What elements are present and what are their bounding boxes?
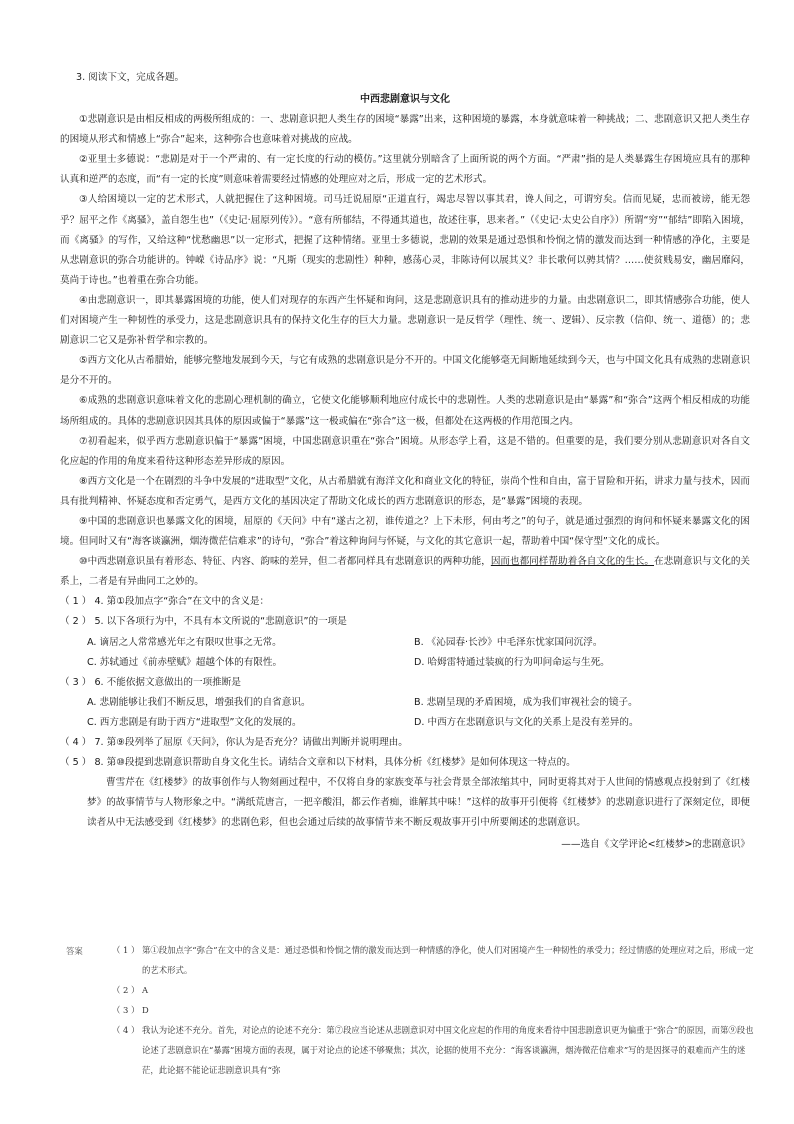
option-a: A. 谪居之人常常感光年之有限叹世事之无常。 <box>87 636 282 648</box>
article-paragraph: ⑦初看起来，似乎西方悲剧意识偏于“暴露”困境，中国悲剧意识重在“弥合”困境。从形态学上看，这是不错的。但重要的是，我们要分别从悲剧意识对各自文化应起的作用的角度来看待这种形态差异形成的原因。 <box>60 435 750 467</box>
article-paragraph: ⑧西方文化是一个在剧烈的斗争中发展的“进取型”文化，从古希腊就有海洋文化和商业文化的特征，崇尚个性和自由，富于冒险和开拓，讲求力量与技术，因而具有批判精神、怀疑态度和否定勇气，是西方文化的基因决定了帮助文化成长的西方悲剧意识的形态，是“暴露”困境的表现。 <box>60 475 750 507</box>
answer-item <box>112 980 756 1000</box>
option-a: A. 悲剧能够让我们不断反思，增强我们的自省意识。 <box>87 696 311 708</box>
last-paragraph-start: ⑩中西悲剧意识虽有着形态、特征、内容、韵味的差异，但二者都同样具有悲剧意识的两种功能， <box>79 556 491 568</box>
answer-text: A <box>142 985 149 995</box>
question-text: 4. 第①段加点字“弥合”在文中的含义是： <box>94 596 270 608</box>
answer-list <box>112 940 756 1080</box>
article-paragraph: ⑥成熟的悲剧意识意味着文化的悲剧心理机制的确立，它使文化能够顺利地应付成长中的悲剧性。人类的悲剧意识是由“暴露”和“弥合”这两个相反相成的功能场所组成的。具体的悲剧意识因其具体的原因或偏于“暴露”这一极或偏在“弥合”这一极，但都处在这两极的作用范围之内。 <box>60 395 750 427</box>
option-b: B. 悲剧呈现的矛盾困境，成为我们审视社会的镜子。 <box>414 696 638 708</box>
question-text: 7. 第⑨段列举了屈原《天问》，你认为是否充分？请做出判断并说明理由。 <box>94 737 408 748</box>
question-text: 6. 不能依据文意做出的一项推断是 <box>94 676 241 688</box>
article-paragraph: ①悲剧意识是由相反相成的两极所组成的：一、悲剧意识把人类生存的困境“暴露”出来，这种困境的暴露，本身就意味着一种挑战；二、悲剧意识又把人类生存的困境从形式和情感上“弥合”起来，这种弥合也意味着对挑战的应战。 <box>60 114 750 146</box>
question-text: 5. 以下各项行为中，不具有本文所说的“悲剧意识”的一项是 <box>94 616 347 628</box>
option-d: D. 哈姆雷特通过装疯的行为叩问命运与生死。 <box>414 656 610 668</box>
material-source: ——选自《文学评论<红楼梦>的悲剧意识》 <box>561 839 750 851</box>
question-header: 3. 阅读下文，完成各题。 <box>76 72 185 83</box>
question-item <box>60 592 750 612</box>
article-paragraph: ⑨中国的悲剧意识也暴露文化的困境，屈原的《天问》中有“遂古之初，谁传道之？上下未形，何由考之”的句子，就是通过强烈的询问和怀疑来暴露文化的困境。但同时又有“海客谈瀛洲，烟涛微茫信难求”的诗句，“弥合”着这种询问与怀疑，与文化的其它意识一起，帮助着中国“保守型”文化的成长。 <box>60 515 750 548</box>
option-d: D. 中西方在悲剧意识与文化的关系上是没有差异的。 <box>414 716 639 728</box>
answer-label: 答案 <box>66 946 83 956</box>
article-title: 中西悲剧意识与文化 <box>360 94 450 106</box>
underlined-sentence: 因而也都同样帮助着各自文化的生长。 <box>490 556 655 568</box>
article-paragraph: ③人给困境以一定的艺术形式，人就把握住了这种困境。司马迁说屈原“正道直行，竭忠尽智以事其君，谗人间之，可谓穷矣。信而见疑，忠而被谤，能无怨乎？屈平之作《离骚》，盖自怨生也”（《史记·屈原列传》）。“意有所郁结，不得通其道也，故述往事，思来者。”（《史记·太史公自序》）所谓“穷”“郁结”即陷入困境，而《离骚》的写作，又给这种“忧愁幽思”以一定形式，把握了这种情绪。亚里士多德说，悲剧的效果是通过恐惧和怜悯之情的激发而达到一种情感的净化，主要是从悲剧意识的弥合功能讲的。钟嵘《诗品序》说：“凡斯（现实的悲剧性）种种，感荡心灵，非陈诗何以展其义？非长歌何以骋其情？……使贫贱易安，幽居靡闷，莫尚于诗也。”也着重在弥合功能。 <box>60 194 750 286</box>
question-number: （ 4 ） <box>60 737 92 748</box>
article-paragraph: ④由悲剧意识一，即其暴露困境的功能，使人们对现存的东西产生怀疑和询问，这是悲剧意识具有的推动进步的力量。由悲剧意识二，即其情感弥合功能，使人们对困境产生一种韧性的承受力，这是悲剧意识具有的保持文化生存的巨大力量。悲剧意识一是反哲学（理性、统一、逻辑）、反宗教（信仰、统一、道德）的；悲剧意识二它又是弥补哲学和宗教的。 <box>60 294 750 347</box>
last-paragraph-end: 在悲剧意识与文化的关系上，二者是有异曲同工之妙的。 <box>60 556 751 588</box>
article-paragraph: ②亚里士多德说：“悲剧是对于一个严肃的、有一定长度的行动的模仿。”这里就分别暗含了上面所说的两个方面。“严肃”指的是人类暴露生存困境应具有的那种认真和逆严的态度，而“有一定的长度”则意味着需要经过情感的处理应对之后，形成一定的艺术形式。 <box>60 154 750 186</box>
answer-number: （ 3 ） <box>112 1005 140 1015</box>
option-list <box>87 633 750 673</box>
option-c: C. 西方悲剧是有助于西方“进取型”文化的发展的。 <box>87 716 302 728</box>
answer-number: （ 1 ） <box>112 945 140 955</box>
question-text: 8. 第⑩段提到悲剧意识帮助自身文化生长。请结合文章和以下材料，具体分析《红楼梦》是如何体现这一特点的。 <box>94 757 576 769</box>
answer-number: （ 4 ） <box>112 1025 140 1035</box>
answer-item <box>112 940 756 980</box>
article-paragraph-last <box>60 552 750 592</box>
question-item <box>60 612 750 632</box>
answer-text: 第①段加点字“弥合”在文中的含义是：通过恐惧和怜悯之情的激发而达到一种情感的净化，使人们对困境产生一种韧性的承受力；经过情感的处理应对之后，形成一定的艺术形式。 <box>142 945 754 975</box>
question-number: （ 2 ） <box>60 616 92 628</box>
answer-item <box>112 1020 756 1080</box>
article-paragraph: ⑤西方文化从古希腊始，能够完整地发展到今天，与它有成熟的悲剧意识是分不开的。中国文化能够毫无间断地延续到今天，也与中国文化具有成熟的悲剧意识是分不开的。 <box>60 355 750 387</box>
question-number: （ 1 ） <box>60 596 92 608</box>
answer-item <box>112 1000 756 1020</box>
answer-text: D <box>142 1005 149 1015</box>
question-item <box>60 673 750 693</box>
material-passage <box>87 773 750 855</box>
question-item <box>60 733 750 753</box>
answer-number: （ 2 ） <box>112 985 140 995</box>
option-c: C. 苏轼通过《前赤壁赋》超越个体的有限性。 <box>87 656 283 668</box>
reading-section <box>60 68 750 856</box>
option-list <box>87 693 750 733</box>
question-number: （ 3 ） <box>60 676 92 688</box>
question-item <box>60 753 750 773</box>
material-text: 曹雪芹在《红楼梦》的故事创作与人物刻画过程中，不仅将自身的家族变革与社会背景全部浓缩其中，同时更将其对于人世间的情感观点投射到了《红楼梦》的故事情节与人物形象之中。“满纸荒唐言，一把辛酸泪，都云作者痴，谁解其中味！”这样的故事开引便将《红楼梦》的悲剧意识进行了深刻定位，即便读者从中无法感受到《红楼梦》的悲剧色彩，但也会通过后续的故事情节来不断反观故事开引中所要阐述的悲剧意识。 <box>87 777 750 829</box>
option-b: B. 《沁园春·长沙》中毛泽东忧家国问沉浮。 <box>414 636 603 648</box>
question-number: （ 5 ） <box>60 757 92 769</box>
answer-text: 我认为论述不充分。首先，对论点的论述不充分：第⑦段应当论述从悲剧意识对中国文化应起的作用的角度来看待中国悲剧意识更为偏重于“弥合”的原因，而第⑨段也论述了悲剧意识在“暴露”困境方面的表现，属于对论点的论述不够聚焦；其次，论据的使用不充分：“海客谈瀛洲，烟涛微茫信难求”写的是因探寻的艰难而产生的迷茫，此论据不能论证悲剧意识具有“弥 <box>142 1025 754 1075</box>
